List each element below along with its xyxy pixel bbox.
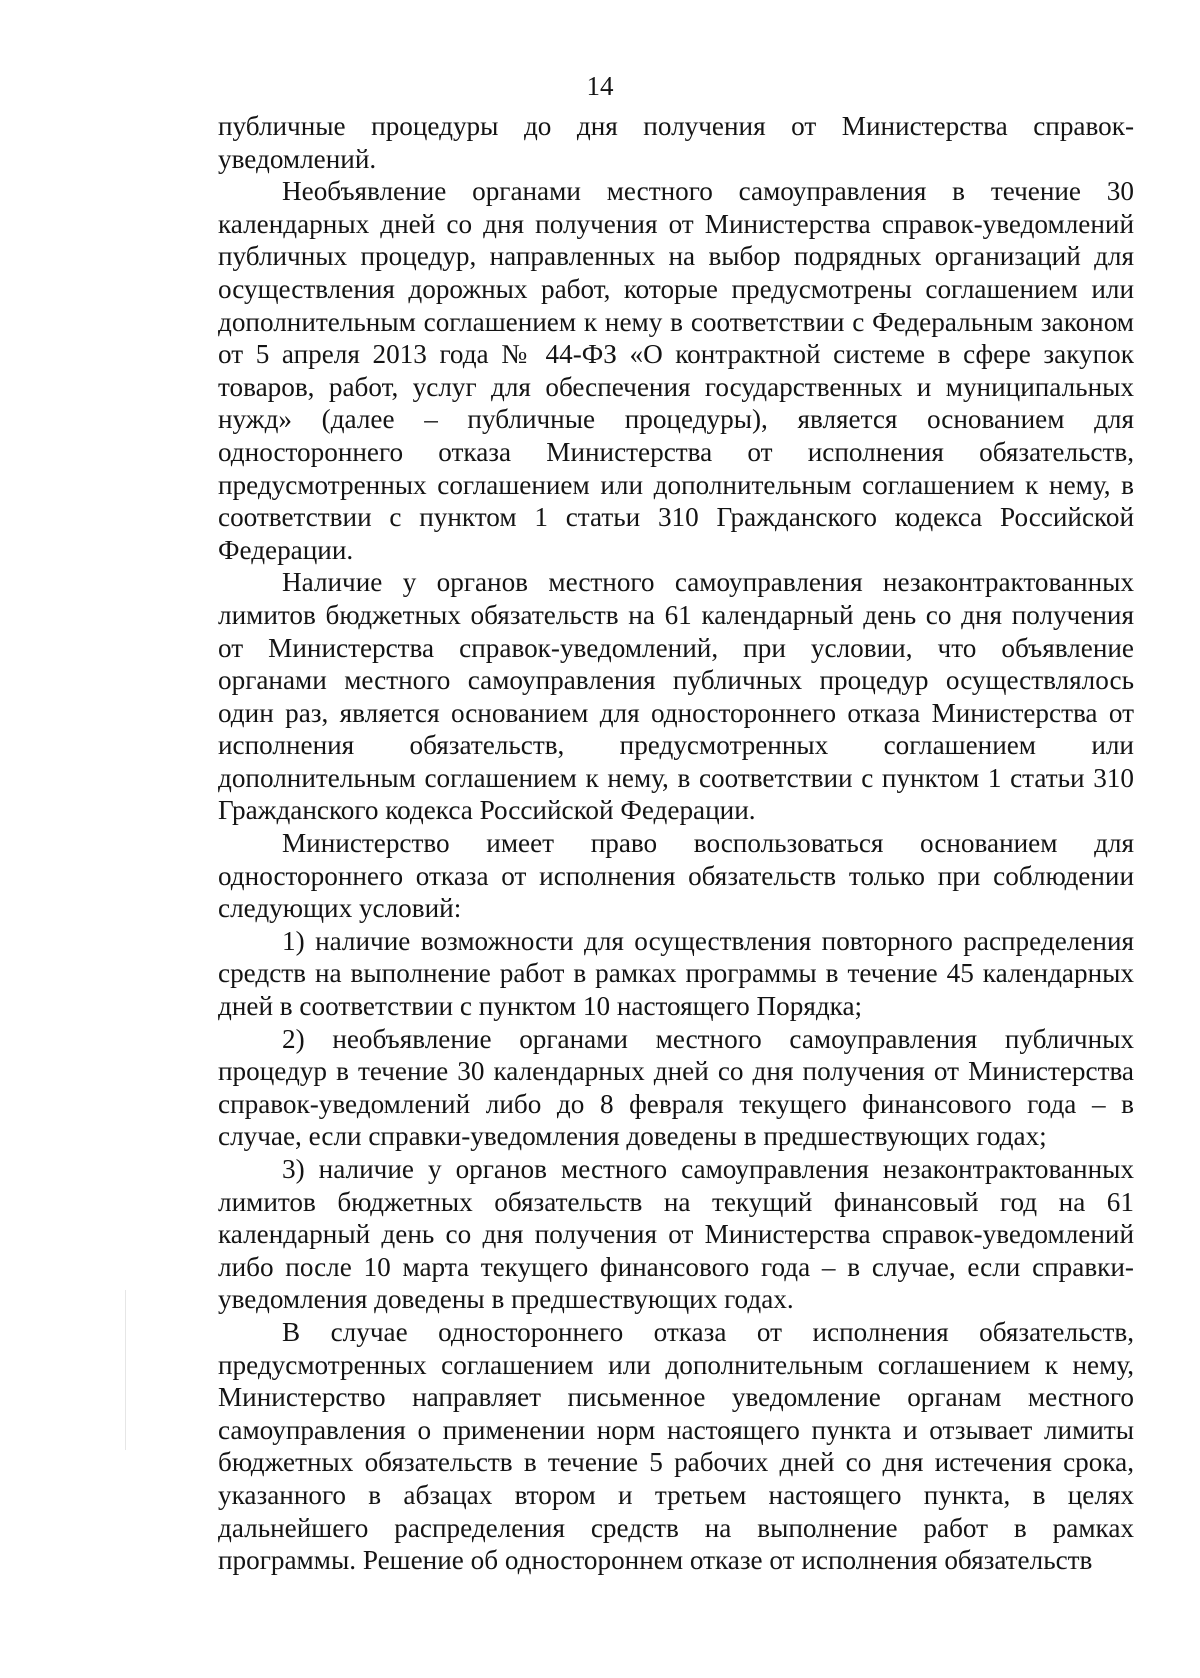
paragraph-uncontracted-limits: Наличие у органов местного самоуправления незаконтрактованных лимитов бюджетных обязательств на 61 календарный день со дня получения от Министерства справок-уведомлений, при условии, что объявление органами местного самоуправления публичных процедур осуществлялось один раз, является основанием для одностороннего отказа Министерства от исполнения обязательств, предусмотренных соглашением или дополнительным соглашением к нему, в соответствии с пунктом 1 статьи 310 Гражданского кодекса Российской Федерации.: [218, 567, 1134, 826]
paragraph-ministry-right: Министерство имеет право воспользоваться основанием для одностороннего отказа от исполнения обязательств только при соблюдении следующих условий:: [218, 828, 1134, 924]
paragraph-continuation: публичные процедуры до дня получения от Министерства справок-уведомлений.: [218, 111, 1134, 174]
paragraph-unilateral-refusal: В случае одностороннего отказа от исполнения обязательств, предусмотренных соглашением или дополнительным соглашением к нему, Министерство направляет письменное уведомление органам местного самоуправления о применении норм настоящего пункта и отзывает лимиты бюджетных обязательств в течение 5 рабочих дней со дня истечения срока, указанного в абзацах втором и третьем настоящего пункта, в целях дальнейшего распределения средств на выполнение работ в рамках программы. Решение об одностороннем отказе от исполнения обязательств: [218, 1316, 1134, 1576]
list-item-condition-3: 3) наличие у органов местного самоуправления незаконтрактованных лимитов бюджетных обязательств на текущий финансовый год на 61 календарный день со дня получения от Министерства справок-уведомлений либо после 10 марта текущего финансового года – в случае, если справки-уведомления доведены в предшествующих годах.: [218, 1154, 1134, 1315]
page-number: 14: [586, 71, 614, 101]
list-item-condition-1: 1) наличие возможности для осуществления повторного распределения средств на выполнение работ в рамках программы в течение 45 календарных дней в соответствии с пунктом 10 настоящего Порядка;: [218, 925, 1134, 1022]
paragraph-non-announcement: Необъявление органами местного самоуправления в течение 30 календарных дней со дня получения от Министерства справок-уведомлений публичных процедур, направленных на выбор подрядных организаций для осуществления дорожных работ, которые предусмотрены соглашением или дополнительным соглашением к нему в соответствии с Федеральным законом от 5 апреля 2013 года № 44-ФЗ «О контрактной системе в сфере закупок товаров, работ, услуг для обеспечения государственных и муниципальных нужд» (далее – публичные процедуры), является основанием для одностороннего отказа Министерства от исполнения обязательств, предусмотренных соглашением или дополнительным соглашением к нему, в соответствии с пунктом 1 статьи 310 Гражданского кодекса Российской Федерации.: [218, 176, 1134, 565]
document-body: [218, 110, 1134, 1577]
scan-artifact-line: [125, 1290, 126, 1450]
list-item-condition-2: 2) необъявление органами местного самоуправления публичных процедур в течение 30 календарных дней со дня получения от Министерства справок-уведомлений либо до 8 февраля текущего финансового года – в случае, если справки-уведомления доведены в предшествующих годах;: [218, 1023, 1134, 1152]
